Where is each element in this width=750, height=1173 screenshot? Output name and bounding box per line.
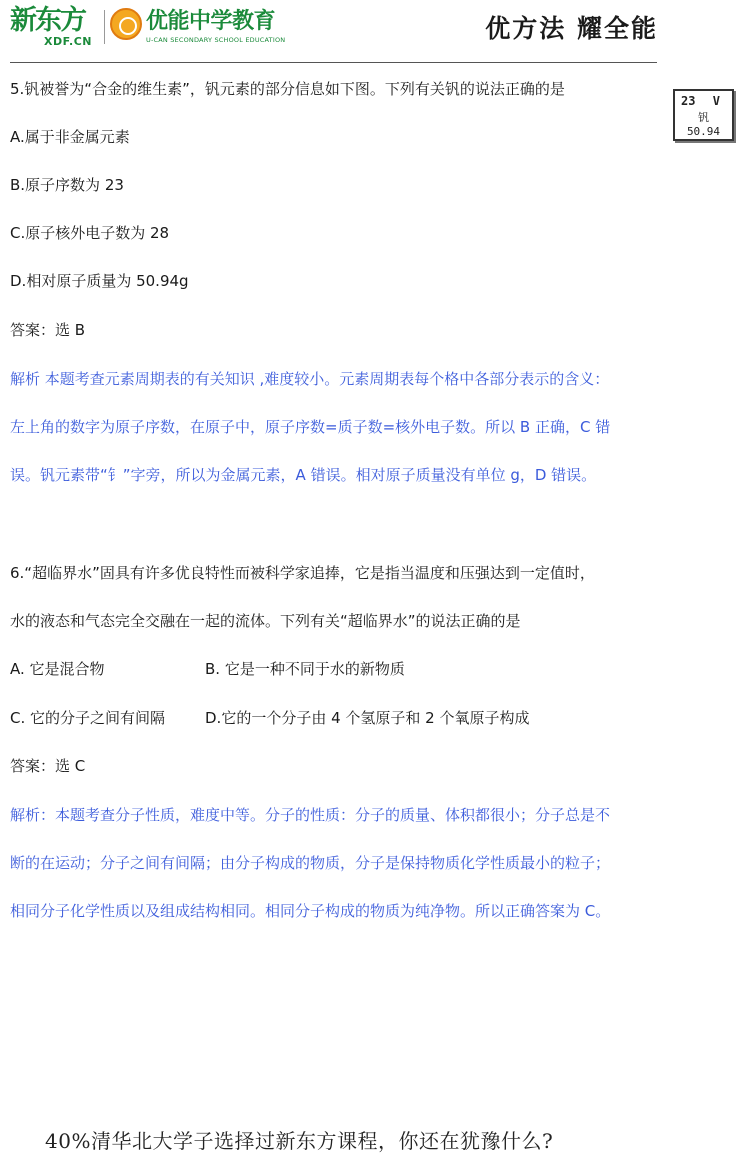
q6-option-b: B. 它是一种不同于水的新物质	[205, 660, 405, 678]
q5-analysis-line-2: 左上角的数字为原子序数，在原子中，原子序数=质子数=核外电子数。所以 B 正确，C 错	[10, 418, 611, 436]
q5-stem: 5.钒被誉为“合金的维生素”，钒元素的部分信息如下图。下列有关钒的说法正确的是	[10, 80, 565, 98]
q5-option-d: D.相对原子质量为 50.94g	[10, 272, 189, 290]
header-rule	[10, 62, 657, 63]
xdf-logo-text: 新东方	[10, 5, 85, 36]
q6-answer: 答案：选 C	[10, 757, 86, 775]
youneng-logo	[110, 6, 286, 50]
q6-stem-line-2: 水的液态和气态完全交融在一起的流体。下列有关“超临界水”的说法正确的是	[10, 612, 521, 630]
q5-option-c: C.原子核外电子数为 28	[10, 224, 170, 242]
q6-option-c: C. 它的分子之间有间隔	[10, 709, 166, 727]
header-slogan: 优方法 耀全能	[485, 14, 658, 43]
element-mass: 50.94	[686, 125, 721, 138]
q5-answer: 答案：选 B	[10, 321, 86, 339]
youneng-logo-name: 优能中学教育	[146, 9, 276, 34]
page-header	[0, 0, 750, 62]
element-atomic-number: 23	[681, 94, 696, 108]
youneng-logo-subtitle: U-CAN SECONDARY SCHOOL EDUCATION	[146, 36, 286, 44]
q6-analysis-line-1: 解析：本题考查分子性质，难度中等。分子的性质：分子的质量、体积都很小；分子总是不	[10, 806, 611, 824]
element-symbol: V	[712, 94, 720, 108]
q6-option-a: A. 它是混合物	[10, 660, 105, 678]
footer-promo: 40%清华北大学子选择过新东方课程，你还在犹豫什么?	[45, 1129, 554, 1153]
q5-option-b: B.原子序数为 23	[10, 176, 124, 194]
q5-analysis-line-3: 误。钒元素带“钅”字旁，所以为金属元素，A 错误。相对原子质量没有单位 g，D 错误。	[10, 466, 597, 484]
q6-stem-line-1: 6.“超临界水”固具有许多优良特性而被科学家追捧，它是指当温度和压强达到一定值时，	[10, 564, 595, 582]
element-name: 钒	[698, 111, 709, 124]
q5-analysis-line-1: 解析 本题考查元素周期表的有关知识 ,难度较小。元素周期表每个格中各部分表示的含义：	[10, 370, 610, 388]
q6-option-d: D.它的一个分子由 4 个氢原子和 2 个氧原子构成	[205, 709, 530, 727]
vanadium-element-card	[673, 89, 734, 141]
youneng-badge-icon	[110, 8, 142, 40]
q5-option-a: A.属于非金属元素	[10, 128, 130, 146]
logo-divider	[104, 10, 105, 44]
q6-analysis-line-2: 断的在运动；分子之间有间隔；由分子构成的物质，分子是保持物质化学性质最小的粒子；	[10, 854, 611, 872]
xdf-logo-domain: XDF.CN	[44, 35, 92, 48]
q6-analysis-line-3: 相同分子化学性质以及组成结构相同。相同分子构成的物质为纯净物。所以正确答案为 C。	[10, 902, 611, 920]
xdf-logo	[10, 4, 102, 52]
